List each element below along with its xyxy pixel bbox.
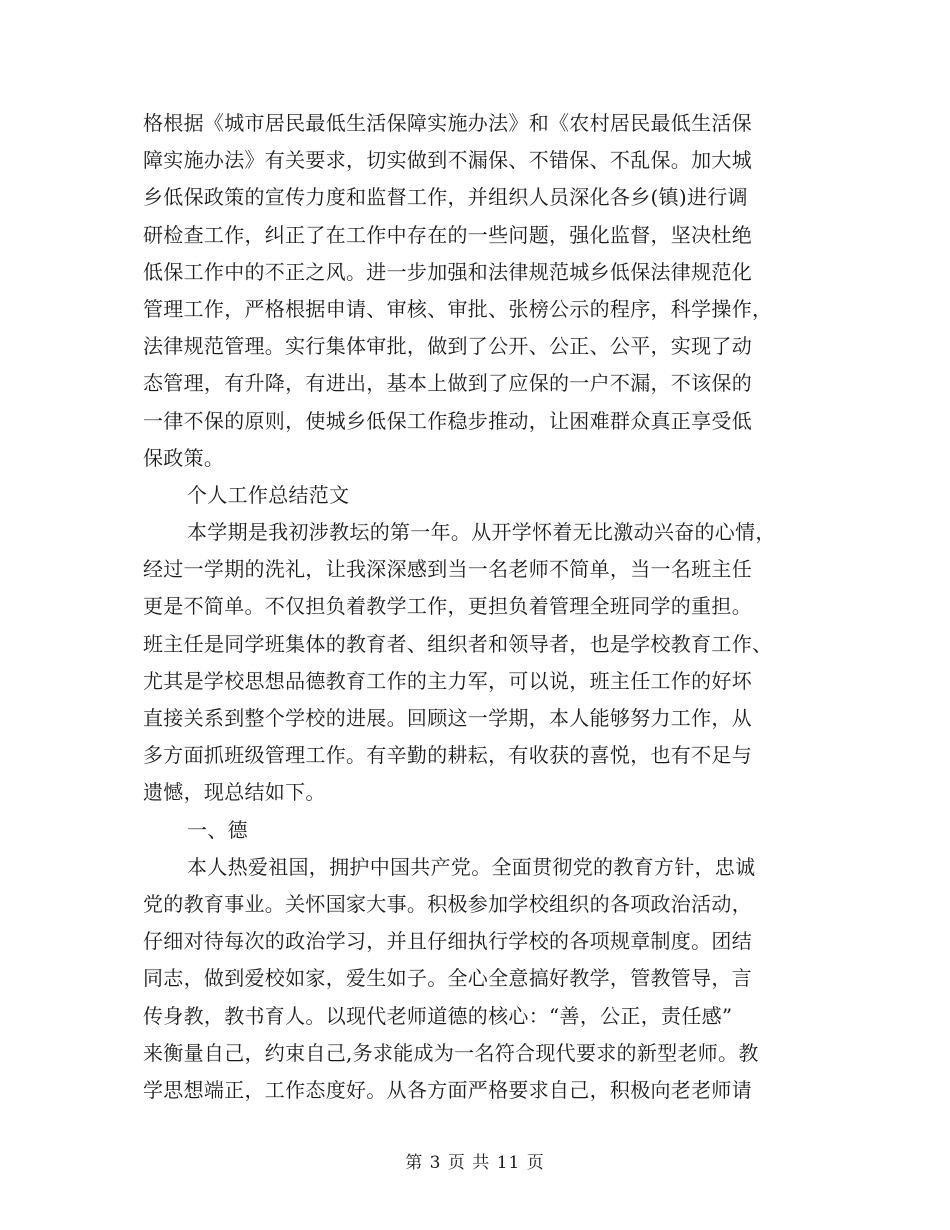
text-line: 乡低保政策的宣传力度和监督工作，并组织人员深化各乡(镇)进行调 xyxy=(143,185,748,210)
text-line: 来衡量自己，约束自己,务求能成为一名符合现代要求的新型老师。教 xyxy=(143,1040,759,1065)
text-line: 本人热爱祖国，拥护中国共产党。全面贯彻党的教育方针，忠诚 xyxy=(187,854,756,879)
page-footer: 第 3 页 共 11 页 xyxy=(405,1153,545,1173)
text-line: 经过一学期的洗礼，让我深深感到当一名老师不简单，当一名班主任 xyxy=(143,557,752,582)
text-line: 低保工作中的不正之风。进一步加强和法律规范城乡低保法律规范化 xyxy=(143,259,752,284)
text-line: 仔细对待每次的政治学习，并且仔细执行学校的各项规章制度。团结 xyxy=(143,929,752,954)
text-line: 学思想端正，工作态度好。从各方面严格要求自己，积极向老老师请 xyxy=(143,1077,752,1102)
text-line: 尤其是学校思想品德教育工作的主力军，可以说，班主任工作的好坏 xyxy=(143,668,752,693)
text-line: 传身教，教书育人。以现代老师道德的核心：“善，公正，责任感” xyxy=(143,1003,733,1028)
text-line: 格根据《城市居民最低生活保障实施办法》和《农村居民最低生活保 xyxy=(143,111,752,135)
text-line: 研检查工作，纠正了在工作中存在的一些问题，强化监督，坚决杜绝 xyxy=(143,222,752,247)
document-body xyxy=(143,105,807,1109)
text-line: 党的教育事业。关怀国家大事。积极参加学校组织的各项政治活动， xyxy=(143,891,752,916)
text-line: 保政策。 xyxy=(143,445,225,470)
text-line: 本学期是我初涉教坛的第一年。从开学怀着无比激动兴奋的心情， xyxy=(187,520,776,545)
text-line: 法律规范管理。实行集体审批，做到了公开、公正、公平，实现了动 xyxy=(143,334,752,359)
text-line: 直接关系到整个学校的进展。回顾这一学期，本人能够努力工作，从 xyxy=(143,706,752,730)
text-line: 一、德 xyxy=(187,817,248,842)
text-line: 遗憾，现总结如下。 xyxy=(143,780,326,805)
text-line: 更是不简单。不仅担负着教学工作，更担负着管理全班同学的重担。 xyxy=(143,594,752,619)
text-line: 个人工作总结范文 xyxy=(187,482,350,507)
text-line: 一律不保的原则，使城乡低保工作稳步推动，让困难群众真正享受低 xyxy=(143,408,752,433)
text-line: 管理工作，严格根据申请、审核、审批、张榜公示的程序，科学操作， xyxy=(143,296,773,321)
text-line: 态管理，有升降，有进出，基本上做到了应保的一户不漏，不该保的 xyxy=(143,371,752,396)
text-line: 班主任是同学班集体的教育者、组织者和领导者，也是学校教育工作、 xyxy=(143,631,773,656)
text-line: 多方面抓班级管理工作。有辛勤的耕耘，有收获的喜悦，也有不足与 xyxy=(143,743,752,768)
text-line: 障实施办法》有关要求，切实做到不漏保、不错保、不乱保。加大城 xyxy=(143,148,752,173)
text-line: 同志，做到爱校如家，爱生如子。全心全意搞好教学，管教管导，言 xyxy=(143,966,752,991)
